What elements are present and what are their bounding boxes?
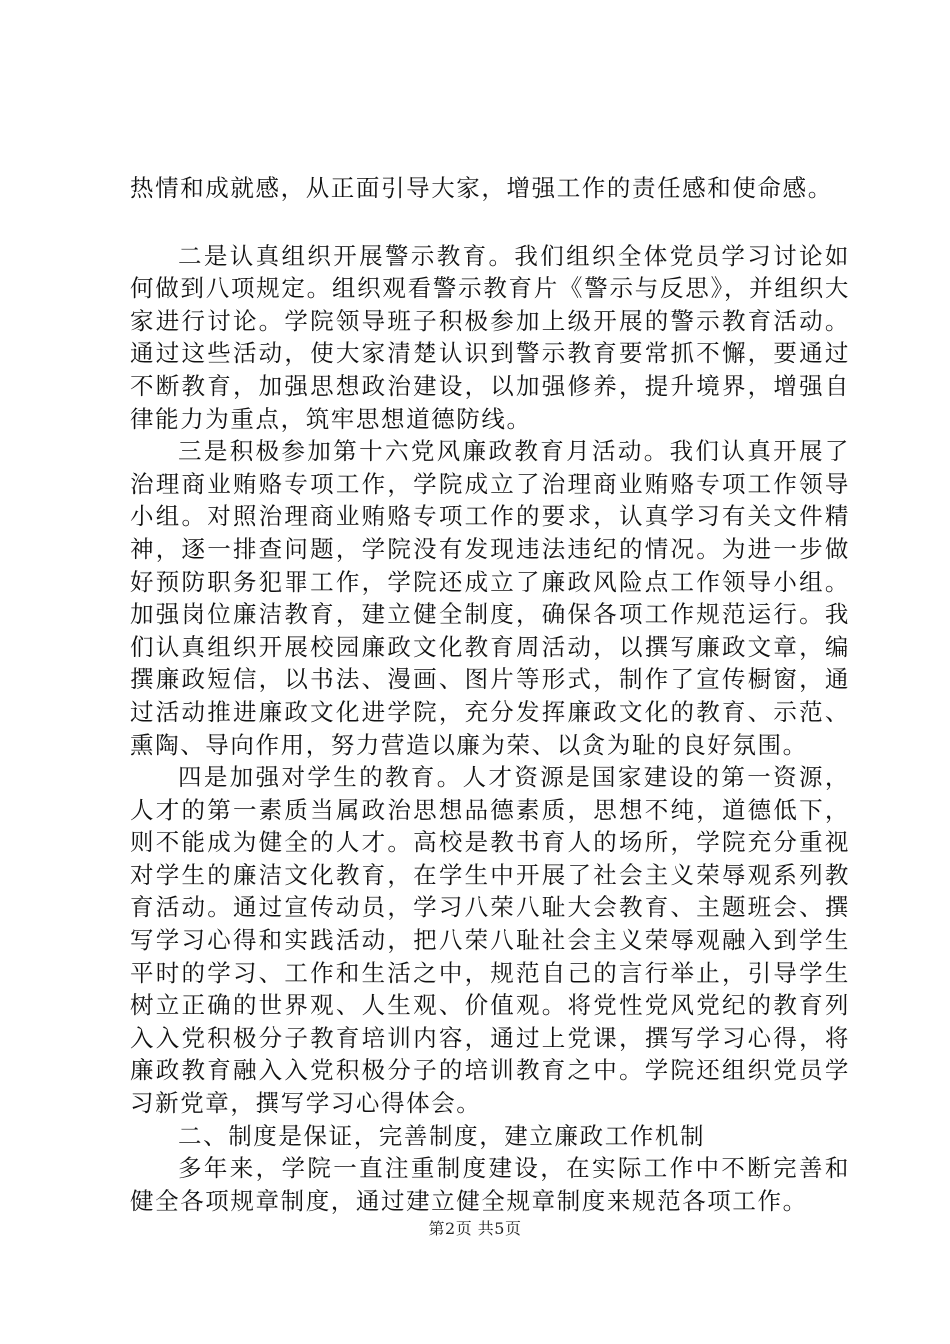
page-number-footer: 第2页 共5页: [428, 1219, 522, 1238]
paragraph-student-education: 四是加强对学生的教育。人才资源是国家建设的第一资源，人才的第一素质当属政治思想品德素质，思想不纯，道德低下，则不能成为健全的人才。高校是教书育人的场所，学院充分重视对学生的廉洁文化教育，在学生中开展了社会主义荣辱观系列教育活动。通过宣传动员，学习八荣八耻大会教育、主题班会、撰写学习心得和实践活动，把八荣八耻社会主义荣辱观融入到学生平时的学习、工作和生活之中，规范自己的言行举止，引导学生树立正确的世界观、人生观、价值观。将党性党风党纪的教育列入入党积极分子教育培训内容，通过上党课，撰写学习心得，将廉政教育融入入党积极分子的培训教育之中。学院还组织党员学习新党章，撰写学习心得体会。: [130, 763, 850, 1118]
document-body: [130, 172, 850, 1217]
section-heading-system: 二、制度是保证，完善制度，建立廉政工作机制: [178, 1121, 706, 1150]
paragraph-continuation: 热情和成就感，从正面引导大家，增强工作的责任感和使命感。: [130, 174, 833, 202]
paragraph-warning-education: 二是认真组织开展警示教育。我们组织全体党员学习讨论如何做到八项规定。组织观看警示教育片《警示与反思》，并组织大家进行讨论。学院领导班子积极参加上级开展的警示教育活动。通过这些活动，使大家清楚认识到警示教育要常抓不懈，要通过不断教育，加强思想政治建设，以加强修养，提升境界，增强自律能力为重点，筑牢思想道德防线。: [130, 241, 850, 433]
paragraph-education-month: 三是积极参加第十六党风廉政教育月活动。我们认真开展了治理商业贿赂专项工作，学院成立了治理商业贿赂专项工作领导小组。对照治理商业贿赂专项工作的要求，认真学习有关文件精神，逐一排查问题，学院没有发现违法违纪的情况。为进一步做好预防职务犯罪工作，学院还成立了廉政风险点工作领导小组。加强岗位廉洁教育，建立健全制度，确保各项工作规范运行。我们认真组织开展校园廉政文化教育周活动，以撰写廉政文章，编撰廉政短信，以书法、漫画、图片等形式，制作了宣传橱窗，通过活动推进廉政文化进学院，充分发挥廉政文化的教育、示范、熏陶、导向作用，努力营造以廉为荣、以贪为耻的良好氛围。: [130, 437, 850, 759]
paragraph-system-building: 多年来，学院一直注重制度建设，在实际工作中不断完善和健全各项规章制度，通过建立健全规章制度来规范各项工作。: [130, 1154, 850, 1215]
